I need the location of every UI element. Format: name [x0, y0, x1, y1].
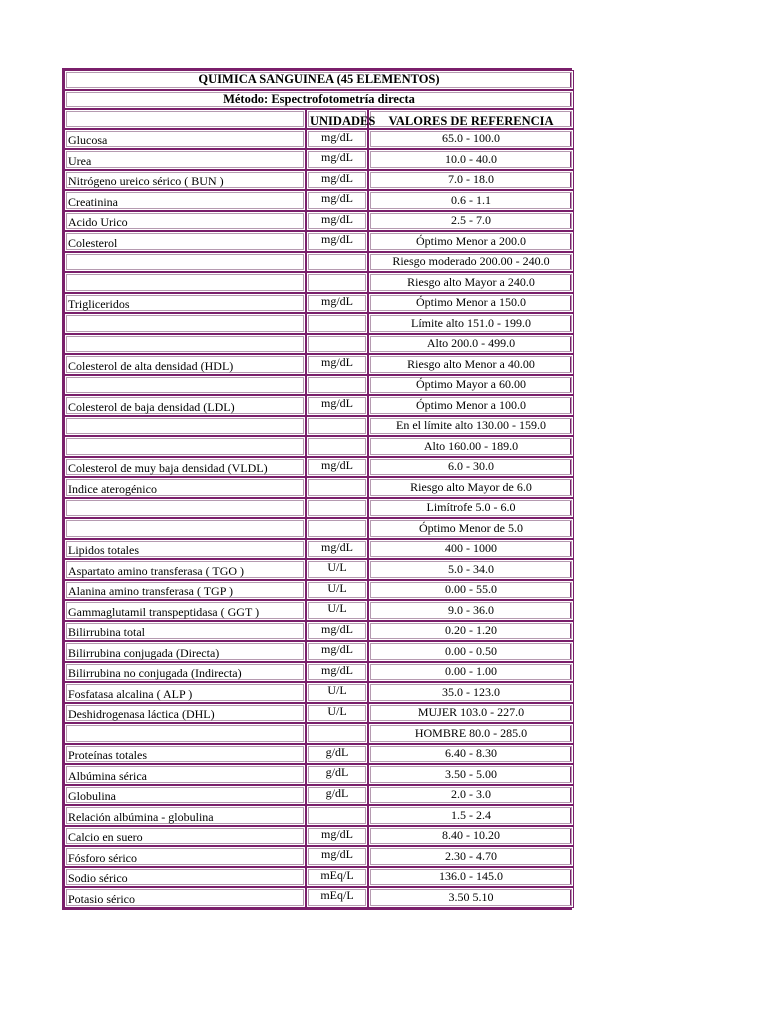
cell-unit: [306, 518, 368, 539]
cell-name: Calcio en suero: [64, 826, 306, 847]
cell-unit: mg/dL: [306, 129, 368, 150]
cell-name: [64, 518, 306, 539]
cell-unit: mg/dL: [306, 826, 368, 847]
table-row: [64, 682, 574, 703]
cell-name: Trigliceridos: [64, 293, 306, 314]
table-row: [64, 334, 574, 355]
table-row: [64, 354, 574, 375]
table-row: [64, 375, 574, 396]
table-row: [64, 457, 574, 478]
cell-reference: 6.40 - 8.30: [368, 744, 574, 765]
cell-unit: [306, 313, 368, 334]
cell-reference: 6.0 - 30.0: [368, 457, 574, 478]
cell-reference: Óptimo Menor de 5.0: [368, 518, 574, 539]
cell-reference: En el límite alto 130.00 - 159.0: [368, 416, 574, 437]
cell-unit: U/L: [306, 580, 368, 601]
cell-reference: MUJER 103.0 - 227.0: [368, 703, 574, 724]
cell-reference: Riesgo alto Mayor de 6.0: [368, 477, 574, 498]
cell-unit: U/L: [306, 682, 368, 703]
table-row: [64, 313, 574, 334]
cell-reference: 65.0 - 100.0: [368, 129, 574, 150]
cell-reference: 10.0 - 40.0: [368, 149, 574, 170]
cell-name: Deshidrogenasa láctica (DHL): [64, 703, 306, 724]
cell-unit: mg/dL: [306, 211, 368, 232]
table-row: [64, 703, 574, 724]
cell-reference: Alto 160.00 - 189.0: [368, 436, 574, 457]
cell-reference: 8.40 - 10.20: [368, 826, 574, 847]
cell-name: [64, 272, 306, 293]
cell-reference: Riesgo moderado 200.00 - 240.0: [368, 252, 574, 273]
table-row: [64, 477, 574, 498]
table-row: [64, 436, 574, 457]
cell-unit: g/dL: [306, 764, 368, 785]
cell-name: [64, 375, 306, 396]
cell-unit: mg/dL: [306, 293, 368, 314]
cell-unit: [306, 805, 368, 826]
table-row: [64, 498, 574, 519]
cell-reference: Óptimo Mayor a 60.00: [368, 375, 574, 396]
cell-reference: 7.0 - 18.0: [368, 170, 574, 191]
table-row: [64, 805, 574, 826]
table-row: [64, 539, 574, 560]
cell-name: Alanina amino transferasa ( TGP ): [64, 580, 306, 601]
cell-unit: mg/dL: [306, 395, 368, 416]
table-title: QUIMICA SANGUINEA (45 ELEMENTOS): [64, 70, 574, 90]
cell-reference: Óptimo Menor a 150.0: [368, 293, 574, 314]
cell-reference: 3.50 - 5.00: [368, 764, 574, 785]
cell-name: Bilirrubina no conjugada (Indirecta): [64, 662, 306, 683]
table-row: [64, 149, 574, 170]
cell-reference: Riesgo alto Mayor a 240.0: [368, 272, 574, 293]
cell-name: Urea: [64, 149, 306, 170]
table-row: [64, 867, 574, 888]
cell-name: Relación albúmina - globulina: [64, 805, 306, 826]
cell-reference: 136.0 - 145.0: [368, 867, 574, 888]
cell-name: [64, 723, 306, 744]
cell-name: Nitrógeno ureico sérico ( BUN ): [64, 170, 306, 191]
cell-reference: 400 - 1000: [368, 539, 574, 560]
cell-unit: mg/dL: [306, 457, 368, 478]
cell-reference: 1.5 - 2.4: [368, 805, 574, 826]
cell-reference: Alto 200.0 - 499.0: [368, 334, 574, 355]
cell-name: [64, 416, 306, 437]
cell-name: Albúmina sérica: [64, 764, 306, 785]
cell-name: [64, 498, 306, 519]
table-row: [64, 272, 574, 293]
cell-unit: mg/dL: [306, 641, 368, 662]
table-row: [64, 744, 574, 765]
cell-name: Potasio sérico: [64, 887, 306, 908]
cell-name: Colesterol de alta densidad (HDL): [64, 354, 306, 375]
table-row: [64, 170, 574, 191]
cell-name: [64, 252, 306, 273]
cell-name: [64, 334, 306, 355]
table-row: [64, 211, 574, 232]
cell-unit: mg/dL: [306, 149, 368, 170]
table-row: [64, 846, 574, 867]
table-row: [64, 785, 574, 806]
cell-unit: [306, 252, 368, 273]
cell-unit: g/dL: [306, 785, 368, 806]
cell-name: Aspartato amino transferasa ( TGO ): [64, 559, 306, 580]
cell-unit: U/L: [306, 703, 368, 724]
cell-unit: [306, 375, 368, 396]
cell-unit: mg/dL: [306, 662, 368, 683]
table-row: [64, 580, 574, 601]
cell-unit: [306, 723, 368, 744]
cell-name: Bilirrubina conjugada (Directa): [64, 641, 306, 662]
cell-name: Globulina: [64, 785, 306, 806]
cell-name: Gammaglutamil transpeptidasa ( GGT ): [64, 600, 306, 621]
cell-unit: [306, 477, 368, 498]
blood-chemistry-table: [62, 68, 572, 910]
header-name: [64, 109, 306, 129]
table-row: [64, 621, 574, 642]
header-reference: VALORES DE REFERENCIA: [368, 109, 574, 129]
cell-reference: 35.0 - 123.0: [368, 682, 574, 703]
table-row: [64, 764, 574, 785]
cell-unit: g/dL: [306, 744, 368, 765]
cell-reference: Riesgo alto Menor a 40.00: [368, 354, 574, 375]
cell-reference: Limítrofe 5.0 - 6.0: [368, 498, 574, 519]
cell-unit: [306, 416, 368, 437]
table-row: [64, 641, 574, 662]
table-row: [64, 826, 574, 847]
cell-name: Bilirrubina total: [64, 621, 306, 642]
cell-reference: 0.00 - 55.0: [368, 580, 574, 601]
cell-name: Fósforo sérico: [64, 846, 306, 867]
cell-reference: 5.0 - 34.0: [368, 559, 574, 580]
table-row: [64, 416, 574, 437]
cell-reference: HOMBRE 80.0 - 285.0: [368, 723, 574, 744]
results-table: [64, 70, 574, 908]
cell-reference: Límite alto 151.0 - 199.0: [368, 313, 574, 334]
cell-name: Acido Urico: [64, 211, 306, 232]
cell-name: Colesterol de muy baja densidad (VLDL): [64, 457, 306, 478]
cell-name: Creatinina: [64, 190, 306, 211]
cell-unit: mg/dL: [306, 846, 368, 867]
cell-reference: 0.00 - 1.00: [368, 662, 574, 683]
cell-reference: 2.30 - 4.70: [368, 846, 574, 867]
header-units: UNIDADES: [306, 109, 368, 129]
cell-name: Indice aterogénico: [64, 477, 306, 498]
cell-name: Colesterol: [64, 231, 306, 252]
title-row: [64, 70, 574, 90]
cell-reference: 0.6 - 1.1: [368, 190, 574, 211]
cell-unit: mg/dL: [306, 539, 368, 560]
table-row: [64, 129, 574, 150]
cell-unit: U/L: [306, 559, 368, 580]
header-row: [64, 109, 574, 129]
table-row: [64, 887, 574, 908]
cell-unit: mEq/L: [306, 887, 368, 908]
cell-reference: 0.00 - 0.50: [368, 641, 574, 662]
cell-name: Glucosa: [64, 129, 306, 150]
table-row: [64, 518, 574, 539]
cell-unit: [306, 334, 368, 355]
cell-unit: mg/dL: [306, 190, 368, 211]
cell-reference: Óptimo Menor a 100.0: [368, 395, 574, 416]
table-row: [64, 723, 574, 744]
cell-unit: mEq/L: [306, 867, 368, 888]
method-label: Método: Espectrofotometría directa: [64, 90, 574, 110]
cell-unit: U/L: [306, 600, 368, 621]
table-row: [64, 559, 574, 580]
table-row: [64, 190, 574, 211]
cell-reference: 2.5 - 7.0: [368, 211, 574, 232]
cell-name: [64, 436, 306, 457]
cell-unit: mg/dL: [306, 621, 368, 642]
table-row: [64, 662, 574, 683]
cell-unit: [306, 436, 368, 457]
cell-reference: 9.0 - 36.0: [368, 600, 574, 621]
cell-reference: Óptimo Menor a 200.0: [368, 231, 574, 252]
table-row: [64, 600, 574, 621]
table-row: [64, 252, 574, 273]
cell-name: Proteínas totales: [64, 744, 306, 765]
cell-unit: mg/dL: [306, 170, 368, 191]
cell-unit: [306, 272, 368, 293]
cell-reference: 0.20 - 1.20: [368, 621, 574, 642]
table-row: [64, 293, 574, 314]
table-row: [64, 395, 574, 416]
cell-name: Fosfatasa alcalina ( ALP ): [64, 682, 306, 703]
cell-name: Lipidos totales: [64, 539, 306, 560]
cell-name: Colesterol de baja densidad (LDL): [64, 395, 306, 416]
cell-reference: 2.0 - 3.0: [368, 785, 574, 806]
cell-name: [64, 313, 306, 334]
cell-unit: mg/dL: [306, 231, 368, 252]
table-row: [64, 231, 574, 252]
method-row: [64, 90, 574, 110]
cell-name: Sodio sérico: [64, 867, 306, 888]
cell-unit: [306, 498, 368, 519]
cell-reference: 3.50 5.10: [368, 887, 574, 908]
cell-unit: mg/dL: [306, 354, 368, 375]
